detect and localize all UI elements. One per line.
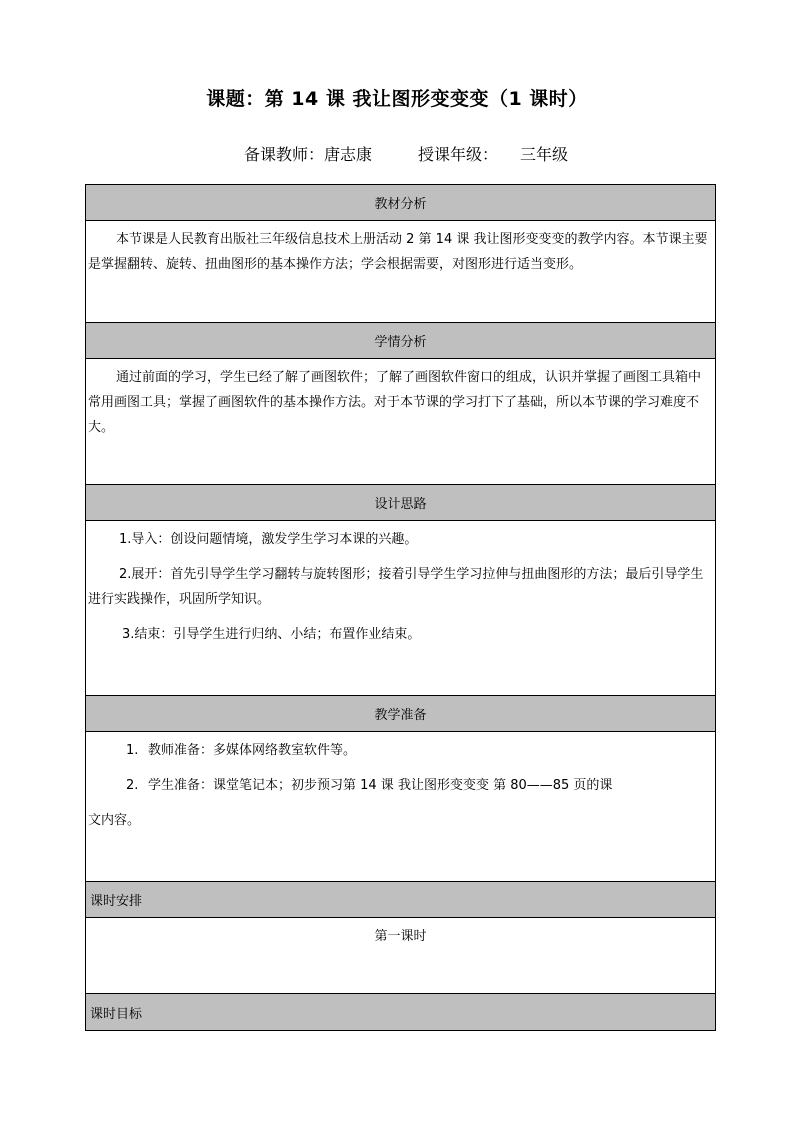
prep-item-number: 1. [126,743,139,758]
design-step-end: 3.结束：引导学生进行归纳、小结；布置作业结束。 [122,627,421,642]
section-heading: 教学准备 [374,708,427,723]
prep-item-text: 教师准备：多媒体网络教室软件等。 [148,743,357,758]
section-body-schedule [86,918,715,994]
section-body-textbook-analysis [86,221,715,323]
section-body-design-idea [86,521,715,696]
prep-item-student [88,773,713,798]
prep-item-text: 学生准备：课堂笔记本；初步预习第 14 课 我让图形变变变 第 80——85 页的课 [148,778,613,793]
design-step-intro: 1.导入：创设问题情境，激发学生学习本课的兴趣。 [119,532,418,547]
section-heading: 课时目标 [90,1006,143,1022]
student-analysis-text: 通过前面的学习，学生已经了解了画图软件；了解了画图软件窗口的组成，认识并掌握了画图工具箱中常用画图工具；掌握了画图软件的基本操作方法。对于本节课的学习打下了基础，所以本节课的学习难度不大。 [88,370,702,435]
lesson-meta [244,142,568,165]
section-body-preparation [86,732,715,882]
prep-item-teacher [88,738,713,763]
first-period-label: 第一课时 [374,929,427,944]
section-header-preparation [86,696,715,732]
section-heading: 学情分析 [374,335,427,350]
prep-item-number: 2. [126,778,139,793]
section-heading: 教材分析 [374,197,427,212]
page-title: 课题：第 14 课 我让图形变变变（1 课时） [206,88,588,110]
section-header-textbook-analysis [86,185,715,221]
grade-label: 授课年级： [418,145,499,164]
section-header-design-idea [86,485,715,521]
lesson-plan-table [85,184,716,1031]
teacher-name: 唐志康 [324,145,373,164]
textbook-analysis-text: 本节课是人民教育出版社三年级信息技术上册活动 2 第 14 课 我让图形变变变的教学内容。本节课主要是掌握翻转、旋转、扭曲图形的基本操作方法；学会根据需要，对图形进行适当变形。 [88,232,708,272]
grade-value: 三年级 [520,145,569,164]
section-header-student-analysis [86,323,715,359]
teacher-label: 备课教师： [244,145,325,164]
section-heading: 课时安排 [90,894,143,909]
section-body-student-analysis [86,359,715,485]
prep-item-continuation: 文内容。 [88,813,141,828]
section-heading: 设计思路 [374,497,427,512]
design-step-develop: 2.展开：首先引导学生学习翻转与旋转图形；接着引导学生学习拉伸与扭曲图形的方法；最后引导学生进行实践操作，巩固所学知识。 [88,567,704,607]
section-header-schedule [86,882,715,918]
section-header-objectives [86,994,715,1031]
